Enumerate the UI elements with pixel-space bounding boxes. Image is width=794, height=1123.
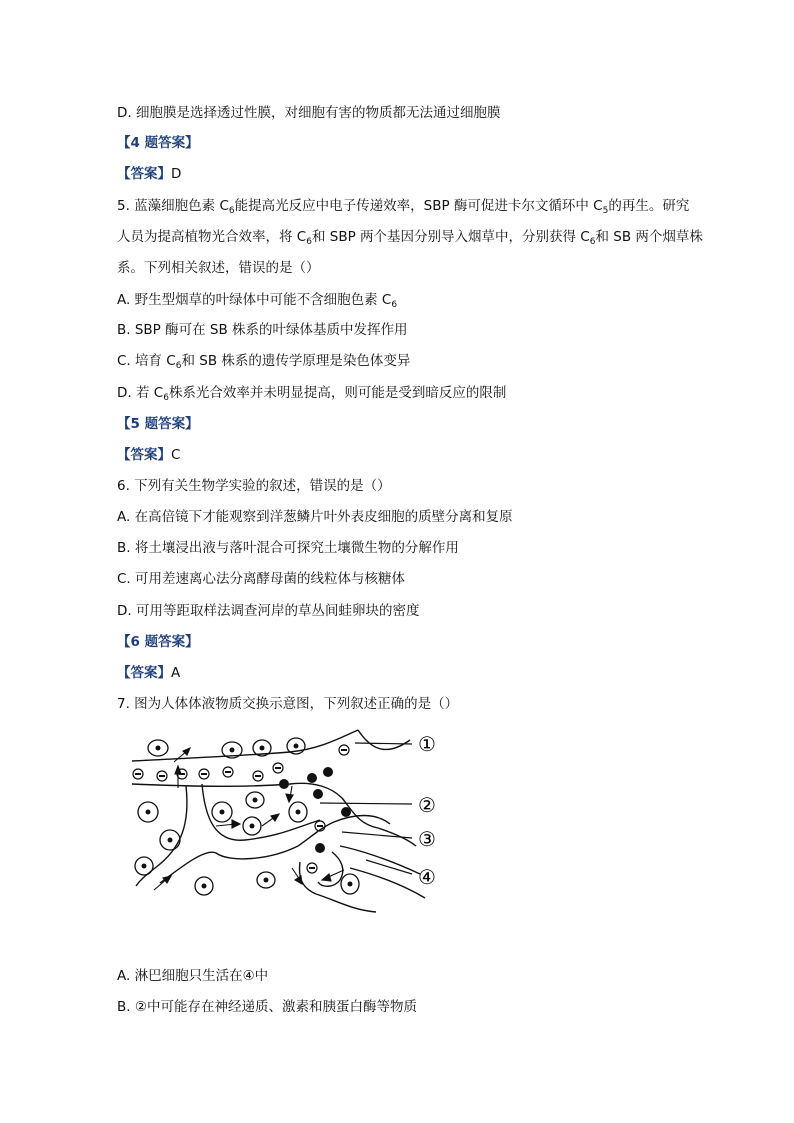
answer-label: 【答案】 xyxy=(117,166,171,182)
q6-option-c: C. 可用差速离心法分离酵母菌的线粒体与核糖体 xyxy=(117,571,406,587)
figure-label-4: ④ xyxy=(418,865,436,889)
q6-option-b: B. 将土壤浸出液与落叶混合可探究土壤微生物的分解作用 xyxy=(117,540,459,556)
q5-answer-line xyxy=(117,445,180,465)
q5-stem-line-3: 系。下列相关叙述，错误的是（） xyxy=(117,260,320,276)
q6-option-d: D. 可用等距取样法调查河岸的草丛间蛙卵块的密度 xyxy=(117,603,420,619)
q5-answer-tag: 【5 题答案】 xyxy=(117,416,199,432)
answer-label: 【答案】 xyxy=(117,665,171,681)
q4-answer-line xyxy=(117,164,181,184)
q5-option-a: A. 野生型烟草的叶绿体中可能不含细胞色素 $C_6$ xyxy=(117,292,398,310)
q6-answer-line xyxy=(117,663,180,683)
q7-option-b: B. ②中可能存在神经递质、激素和胰蛋白酶等物质 xyxy=(117,999,417,1015)
figure-label-3: ③ xyxy=(418,827,436,851)
q7-stem: 7. 图为人体体液物质交换示意图，下列叙述正确的是（） xyxy=(117,696,459,712)
q5-answer: C xyxy=(171,447,181,463)
figure-label-2: ② xyxy=(418,793,436,817)
q7-option-a: A. 淋巴细胞只生活在④中 xyxy=(117,968,269,984)
q5-stem-line-1: 5. 蓝藻细胞色素 $C_6$能提高光反应中电子传递效率，SBP 酶可促进卡尔文循环中 $C_5$的再生。研究 xyxy=(117,198,690,216)
body-fluid-exchange-diagram xyxy=(120,728,460,918)
q4-answer-tag: 【4 题答案】 xyxy=(117,135,199,151)
q5-stem-line-2: 人员为提高植物光合效率，将 $C_6$和 SBP 两个基因分别导入烟草中，分别获得 $C_6$和 SB 两个烟草株 xyxy=(117,229,703,247)
q5-option-b: B. SBP 酶可在 SB 株系的叶绿体基质中发挥作用 xyxy=(117,322,408,338)
answer-label: 【答案】 xyxy=(117,447,171,463)
q4-option-d: D. 细胞膜是选择透过性膜，对细胞有害的物质都无法通过细胞膜 xyxy=(117,105,501,121)
q6-answer: A xyxy=(171,665,181,681)
q4-answer: D xyxy=(171,166,182,182)
q6-answer-tag: 【6 题答案】 xyxy=(117,634,199,650)
q6-option-a: A. 在高倍镜下才能观察到洋葱鳞片叶外表皮细胞的质壁分离和复原 xyxy=(117,509,513,525)
q6-stem: 6. 下列有关生物学实验的叙述，错误的是（） xyxy=(117,478,391,494)
q5-option-d: D. 若 $C_6$株系光合效率并未明显提高，则可能是受到暗反应的限制 xyxy=(117,385,507,403)
q5-option-c: C. 培育 $C_6$和 SB 株系的遗传学原理是染色体变异 xyxy=(117,353,411,371)
figure-label-1: ① xyxy=(418,732,436,756)
